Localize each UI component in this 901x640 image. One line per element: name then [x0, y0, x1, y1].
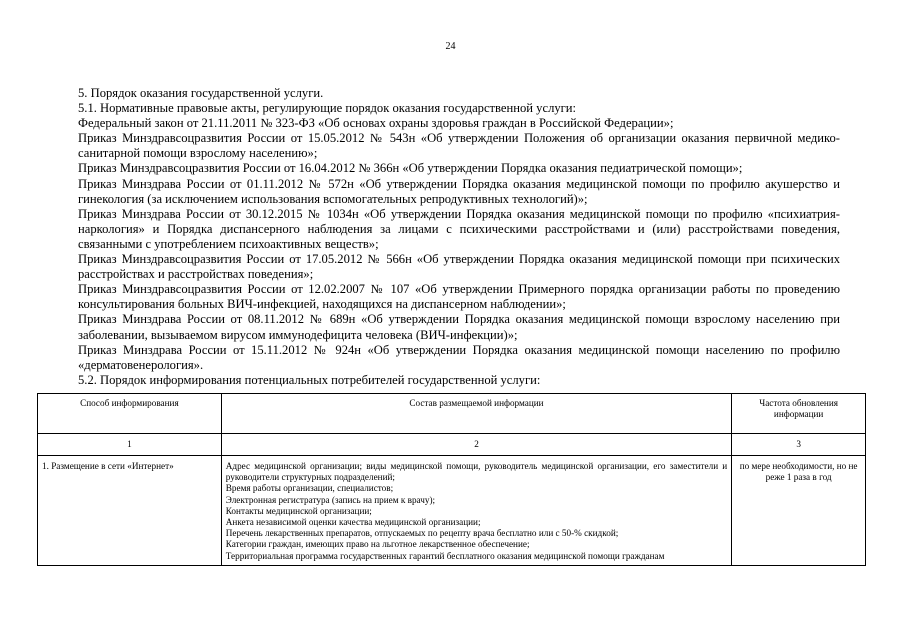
- column-number-row: [38, 434, 866, 456]
- column-header-method: Способ информирования: [38, 394, 222, 434]
- page-number: 24: [445, 41, 456, 52]
- legal-act-item: Приказ Минздрава России от 30.12.2015 № 1034н «Об утверждении Порядка оказания медицинской помощи по профилю «психиатрия-наркология» и Порядка диспансерного наблюдения за лицами с психическими расстройствами и (или) расстройствами поведения, связанными с употреблением психоактивных веществ»;: [78, 206, 840, 251]
- info-item: Адрес медицинской организации; виды медицинской помощи, руководитель медицинской организации, его заместители и руководители структурных подразделений;: [225, 461, 728, 483]
- frequency-cell: по мере необходимости, но не реже 1 раза в год: [732, 456, 866, 566]
- info-item: Время работы организации, специалистов;: [225, 483, 394, 494]
- info-item: Анкета независимой оценки качества медицинской организации;: [225, 517, 481, 528]
- legal-act-item: Приказ Минздрава России от 08.11.2012 № 689н «Об утверждении Порядка оказания медицинской помощи взрослому населению при заболевании, вызываемом вирусом иммунодефицита человека (ВИЧ-инфекции)»;: [78, 312, 840, 342]
- info-item: Территориальная программа государственных гарантий бесплатного оказания медицинской помощи гражданам: [225, 550, 665, 561]
- information-table: [37, 393, 866, 566]
- legal-act-item: Приказ Минздрава России от 15.11.2012 № 924н «Об утверждении Порядка оказания медицинской помощи населению по профилю «дерматовенерология».: [78, 342, 840, 372]
- column-number: 3: [732, 434, 866, 456]
- legal-act-item: Приказ Минздравсоцразвития России от 16.04.2012 № 366н «Об утверждении Порядка оказания педиатрической помощи»;: [78, 161, 743, 176]
- table-header-row: [38, 394, 866, 434]
- method-cell: 1. Размещение в сети «Интернет»: [38, 456, 222, 566]
- legal-act-item: Приказ Минздравсоцразвития России от 15.05.2012 № 543н «Об утверждении Положения об организации оказания первичной медико-санитарной помощи взрослому населению»;: [78, 131, 840, 161]
- column-number: 1: [38, 434, 222, 456]
- info-item: Электронная регистратура (запись на прием к врачу);: [225, 494, 436, 505]
- document-body: [78, 86, 840, 388]
- table-row: [38, 456, 866, 566]
- legal-act-item: Приказ Минздравсоцразвития России от 12.02.2007 № 107 «Об утверждении Примерного порядка организации работы по проведению консультирования больных ВИЧ-инфекцией, находящихся на диспансерном наблюдении»;: [78, 282, 840, 312]
- column-header-frequency: Частота обновления информации: [732, 394, 866, 434]
- info-item: Контакты медицинской организации;: [225, 505, 372, 516]
- legal-act-item: Федеральный закон от 21.11.2011 № 323-ФЗ «Об основах охраны здоровья граждан в Российской Федерации»;: [78, 116, 674, 131]
- column-header-content: Состав размещаемой информации: [221, 394, 731, 434]
- column-number: 2: [221, 434, 731, 456]
- subsection-heading: 5.1. Нормативные правовые акты, регулирующие порядок оказания государственной услуги:: [78, 101, 577, 116]
- legal-act-item: Приказ Минздрава России от 01.11.2012 № 572н «Об утверждении Порядка оказания медицинской помощи по профилю акушерство и гинекология (за исключением использования вспомогательных репродуктивных технологий)»;: [78, 176, 840, 206]
- section-heading: 5. Порядок оказания государственной услуги.: [78, 86, 324, 100]
- info-item: Категории граждан, имеющих право на льготное лекарственное обеспечение;: [225, 539, 530, 550]
- subsection-heading: 5.2. Порядок информирования потенциальных потребителей государственной услуги:: [78, 372, 541, 387]
- info-cell: [221, 456, 731, 566]
- info-item: Перечень лекарственных препаратов, отпускаемых по рецепту врача бесплатно или с 50-% скидкой;: [225, 528, 619, 539]
- legal-act-item: Приказ Минздравсоцразвития России от 17.05.2012 № 566н «Об утверждении Порядка оказания медицинской помощи при психических расстройствах и расстройствах поведения»;: [78, 252, 840, 282]
